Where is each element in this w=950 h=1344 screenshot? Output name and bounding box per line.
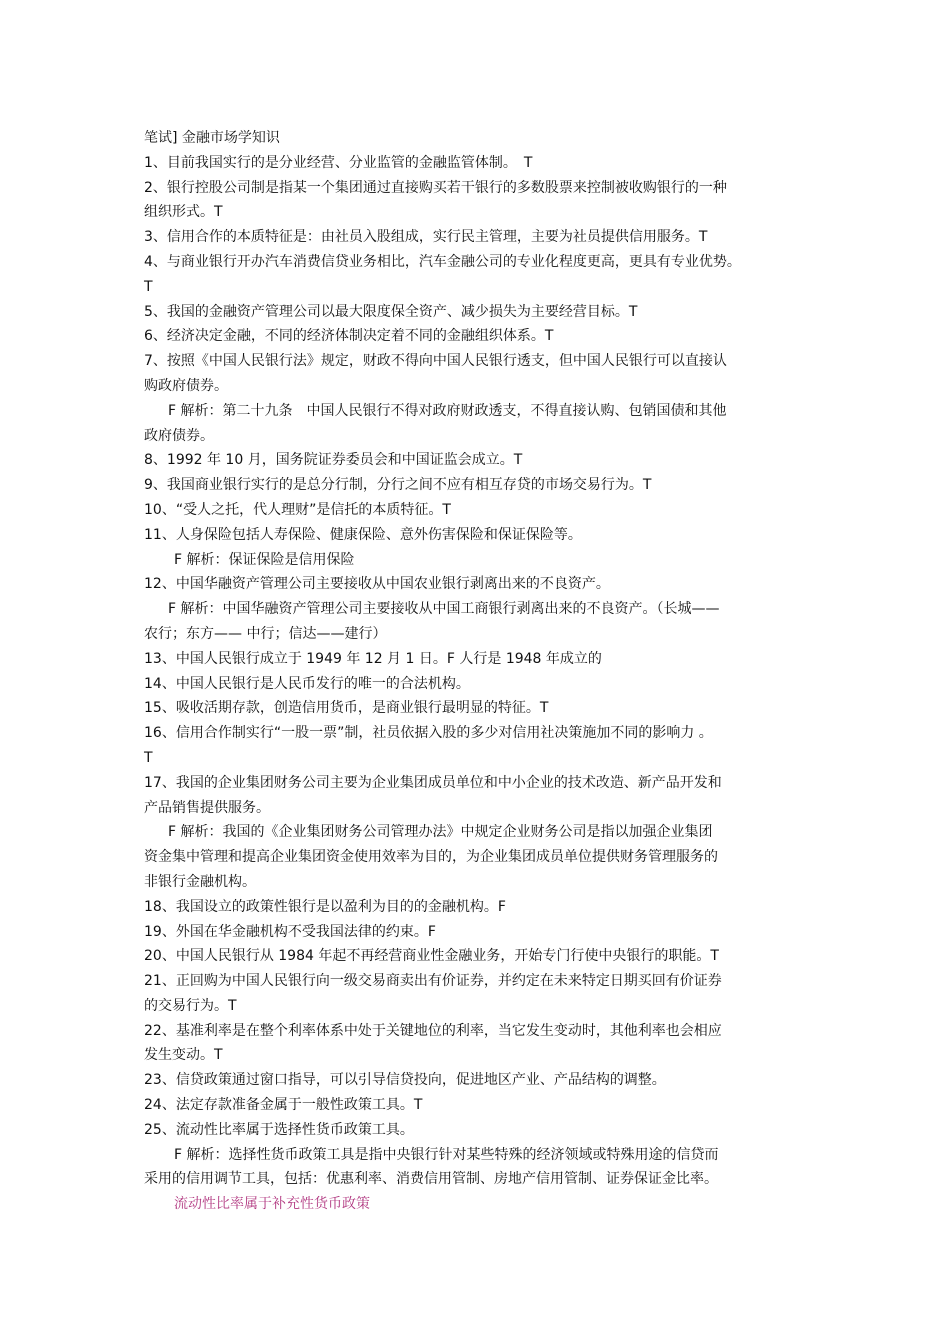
text-line: 购政府债券。 xyxy=(144,377,228,394)
text-line: 非银行金融机构。 xyxy=(144,873,256,890)
text-line: 11、人身保险包括人寿保险、健康保险、意外伤害保险和保证保险等。 xyxy=(144,526,582,543)
text-line: 组织形式。T xyxy=(144,204,223,221)
text-line: 23、信贷政策通过窗口指导，可以引导信贷投向，促进地区产业、产品结构的调整。 xyxy=(144,1072,666,1089)
highlighted-note: 流动性比率属于补充性货币政策 xyxy=(174,1196,370,1213)
text-line: 1、目前我国实行的是分业经营、分业监管的金融监管体制。 T xyxy=(144,154,533,171)
analysis-line: F 解析：中国华融资产管理公司主要接收从中国工商银行剥离出来的不良资产。（长城—— xyxy=(168,601,720,618)
text-line: 19、外国在华金融机构不受我国法律的约束。F xyxy=(144,923,436,940)
text-line: 17、我国的企业集团财务公司主要为企业集团成员单位和中小企业的技术改造、新产品开发和 xyxy=(144,774,722,791)
text-line: 政府债券。 xyxy=(144,427,214,444)
analysis-line: F 解析：保证保险是信用保险 xyxy=(174,551,355,568)
text-line: 产品销售提供服务。 xyxy=(144,799,270,816)
text-line: 18、我国设立的政策性银行是以盈利为目的的金融机构。F xyxy=(144,898,506,915)
text-line: 10、“受人之托，代人理财”是信托的本质特征。T xyxy=(144,501,451,518)
document-body xyxy=(144,126,810,1217)
text-line: 6、经济决定金融，不同的经济体制决定着不同的金融组织体系。T xyxy=(144,328,554,345)
analysis-line: F 解析：选择性货币政策工具是指中央银行针对某些特殊的经济领域或特殊用途的信贷而 xyxy=(174,1146,719,1163)
text-line: 4、与商业银行开办汽车消费信贷业务相比，汽车金融公司的专业化程度更高，更具有专业优势。 xyxy=(144,253,741,270)
text-line: 的交易行为。T xyxy=(144,997,237,1014)
text-line: 2、银行控股公司制是指某一个集团通过直接购买若干银行的多数股票来控制被收购银行的一种 xyxy=(144,179,727,196)
text-line: 21、正回购为中国人民银行向一级交易商卖出有价证券，并约定在未来特定日期买回有价证券 xyxy=(144,973,722,990)
text-line: 24、法定存款准备金属于一般性政策工具。T xyxy=(144,1097,423,1114)
text-line: 14、中国人民银行是人民币发行的唯一的合法机构。 xyxy=(144,675,470,692)
text-line: 16、信用合作制实行“一股一票”制，社员依据入股的多少对信用社决策施加不同的影响力 。 xyxy=(144,725,713,742)
text-line: 农行；东方—— 中行；信达——建行） xyxy=(144,625,387,642)
text-line: 20、中国人民银行从 1984 年起不再经营商业性金融业务，开始专门行使中央银行的职能。T xyxy=(144,948,719,965)
text-line: 7、按照《中国人民银行法》规定，财政不得向中国人民银行透支，但中国人民银行可以直接认 xyxy=(144,353,727,370)
text-line: 15、吸收活期存款，创造信用货币，是商业银行最明显的特征。T xyxy=(144,700,549,717)
text-line: 22、基准利率是在整个利率体系中处于关键地位的利率，当它发生变动时，其他利率也会相应 xyxy=(144,1022,722,1039)
text-line: 9、我国商业银行实行的是总分行制，分行之间不应有相互存贷的市场交易行为。T xyxy=(144,477,652,494)
analysis-line: F 解析：我国的《企业集团财务公司管理办法》中规定企业财务公司是指以加强企业集团 xyxy=(168,824,713,841)
text-line: 8、1992 年 10 月，国务院证券委员会和中国证监会成立。T xyxy=(144,452,523,469)
text-line: 资金集中管理和提高企业集团资金使用效率为目的，为企业集团成员单位提供财务管理服务的 xyxy=(144,849,718,866)
text-line: 5、我国的金融资产管理公司以最大限度保全资产、减少损失为主要经营目标。T xyxy=(144,303,638,320)
text-line: 12、中国华融资产管理公司主要接收从中国农业银行剥离出来的不良资产。 xyxy=(144,576,610,593)
text-line: 13、中国人民银行成立于 1949 年 12 月 1 日。F 人行是 1948 年成立的 xyxy=(144,650,602,667)
document-title: 笔试] 金融市场学知识 xyxy=(144,130,280,146)
text-line: T xyxy=(144,749,153,766)
text-line: 发生变动。T xyxy=(144,1047,223,1064)
text-line: 3、信用合作的本质特征是：由社员入股组成，实行民主管理，主要为社员提供信用服务。T xyxy=(144,229,708,246)
text-line: 25、流动性比率属于选择性货币政策工具。 xyxy=(144,1121,414,1138)
analysis-line: F 解析：第二十九条 中国人民银行不得对政府财政透支，不得直接认购、包销国债和其他 xyxy=(168,402,727,419)
text-line: T xyxy=(144,278,153,295)
text-line: 采用的信用调节工具，包括：优惠利率、消费信用管制、房地产信用管制、证券保证金比率。 xyxy=(144,1171,718,1188)
